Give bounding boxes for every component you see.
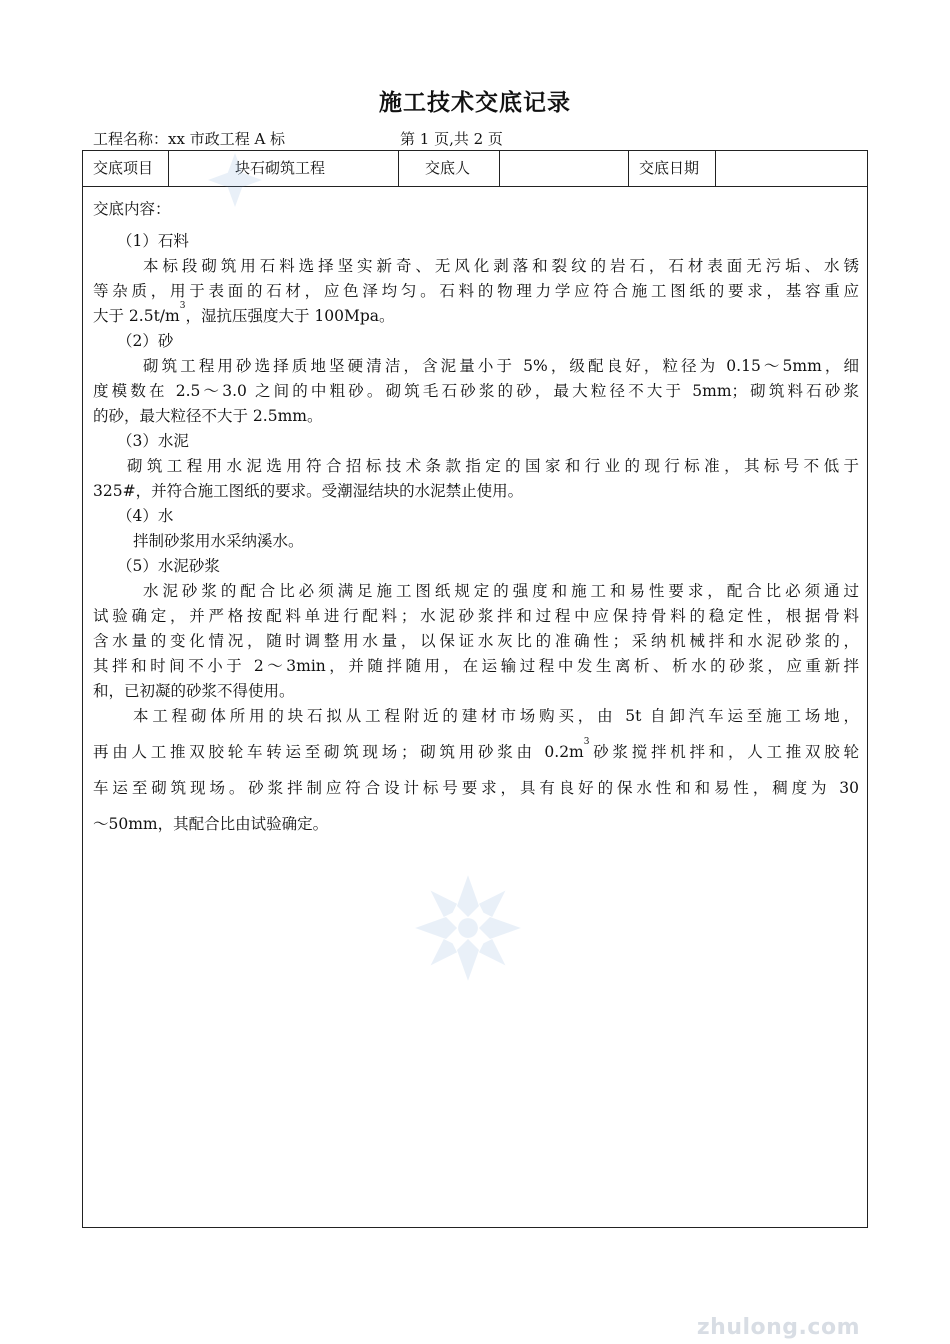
paragraph-line: 和，已初凝的砂浆不得使用。	[93, 682, 295, 700]
paragraph-line: 车运至砌筑现场。砂浆拌制应符合设计标号要求，具有良好的保水性和和易性，稠度为 30	[93, 779, 859, 797]
item-label: 交底项目	[83, 151, 169, 186]
paragraph-line: 拌制砂浆用水采纳溪水。	[133, 532, 304, 550]
paragraph-line: 本标段砌筑用石料选择坚实新奇、无风化剥落和裂纹的岩石，石材表面无污垢、水锈	[143, 257, 859, 275]
section-heading: （5）水泥砂浆	[117, 557, 220, 575]
watermark-logo-icon	[413, 873, 523, 983]
paragraph-line: 含水量的变化情况，随时调整用水量，以保证水灰比的准确性；采纳机械拌和水泥砂浆的，	[93, 632, 859, 650]
watermark-logo-icon	[200, 150, 270, 210]
paragraph-line: 再由人工推双胶轮车转运至砌筑现场；砌筑用砂浆由 $0.2m^3$砂浆搅拌机拌和，人工推双胶轮	[93, 737, 859, 761]
person-value	[500, 151, 629, 186]
content-label: 交底内容：	[93, 200, 171, 218]
section-heading: （1）石料	[117, 232, 189, 250]
page-indicator: 第 1 页,共 2 页	[400, 130, 503, 148]
record-table	[82, 150, 868, 1228]
footer-brand: zhulong.com	[696, 1315, 860, 1340]
paragraph-line: 的砂，最大粒径不大于 2.5mm。	[93, 407, 323, 425]
document-title: 施工技术交底记录	[379, 89, 571, 116]
person-label: 交底人	[399, 151, 500, 186]
paragraph-line: 其拌和时间不小于 2～3min，并随拌随用，在运输过程中发生离析、析水的砂浆，应重新拌	[93, 657, 859, 675]
paragraph-line: 砌筑工程用水泥选用符合招标技术条款指定的国家和行业的现行标准，其标号不低于	[127, 457, 859, 475]
paragraph-line: 等杂质，用于表面的石材，应色泽均匀。石料的物理力学应符合施工图纸的要求，基容重应	[93, 282, 859, 300]
paragraph-line: 砌筑工程用砂选择质地坚硬清洁，含泥量小于 5%，级配良好，粒径为 0.15～5mm，细	[143, 357, 859, 375]
date-value	[716, 151, 867, 186]
paragraph-line: 大于 $2.5t/m^3$，湿抗压强度大于 100Mpa。	[93, 301, 395, 325]
paragraph-line: 度模数在 2.5～3.0 之间的中粗砂。砌筑毛石砂浆的砂，最大粒径不大于 5mm；砌筑料石砂浆	[93, 382, 859, 400]
item-value: 块石砌筑工程	[169, 151, 399, 186]
paragraph-line: 本工程砌体所用的块石拟从工程附近的建材市场购买，由 5t 自卸汽车运至施工场地，	[133, 707, 859, 725]
project-name: 工程名称：xx 市政工程 A 标	[93, 130, 286, 148]
paragraph-line: ～50mm，其配合比由试验确定。	[93, 815, 329, 833]
date-label: 交底日期	[629, 151, 716, 186]
paragraph-line: 试验确定，并严格按配料单进行配料；水泥砂浆拌和过程中应保持骨料的稳定性，根据骨料	[93, 607, 859, 625]
paragraph-line: 水泥砂浆的配合比必须满足施工图纸规定的强度和施工和易性要求，配合比必须通过	[143, 582, 859, 600]
paragraph-line: 325#，并符合施工图纸的要求。受潮湿结块的水泥禁止使用。	[93, 482, 524, 500]
section-heading: （4）水	[117, 507, 174, 525]
section-heading: （3）水泥	[117, 432, 189, 450]
section-heading: （2）砂	[117, 332, 174, 350]
